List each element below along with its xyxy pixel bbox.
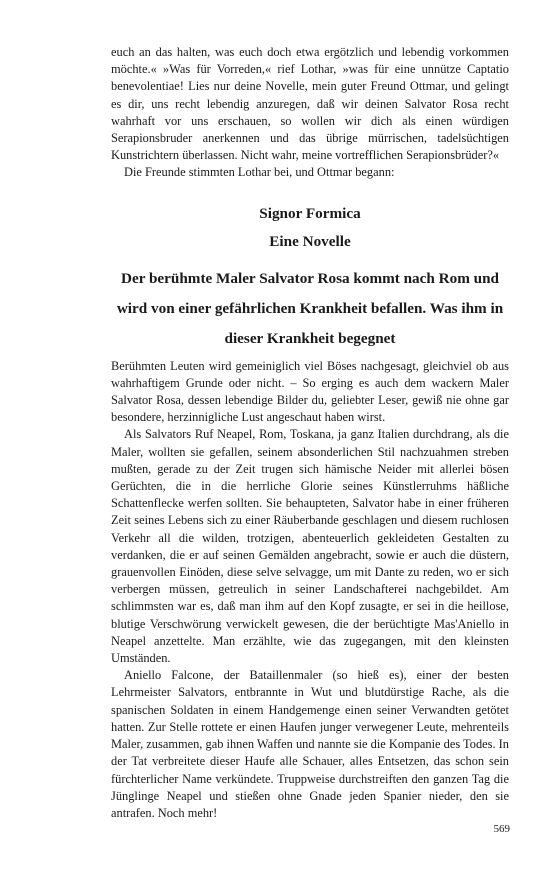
paragraph-body-3: Aniello Falcone, der Bataillenmaler (so hieß es), einer der besten Lehrmeister Salvators, entbrannte in Wut und blutdürstige Rache, als die spanischen Soldaten in einem Handgemenge einen seiner Verwandten getötet hatten. Zur Stelle rottete er einen Haufen junger verwegener Leute, mehrenteils Maler, zusammen, gab ihnen Waffen und nannte sie die Kompanie des Todes. In der Tat verbreitete dieser Haufe alle Schauer, alles Entsetzen, das schon sein fürchterlicher Name verkündete. Truppweise durchstreiften den ganzen Tag die Jünglinge Neapel und stießen ohne Gnade jeden Spanier nieder, den sie antrafen. Noch mehr! [111,668,509,820]
paragraph-continuation: euch an das halten, was euch doch etwa ergötzlich und lebendig vorkommen möchte.« »Was für Vorreden,« rief Lothar, »was für eine unnütze Captatio benevolentiae! Lies nur deine Novelle, mein guter Freund Ottmar, und gelingt es dir, uns recht lebendig anzuregen, daß wir deinen Salvator Rosa recht wahrhaft vor uns erschauen, so wollen wir dich als einen würdigen Serapionsbruder anerkennen und das übrige mürrischen, tadelsüchtigen Kunstrichtern überlassen. Nicht wahr, meine vortrefflichen Serapionsbrüder?« [111,45,509,163]
book-page [111,44,509,822]
chapter-heading: Der berühmte Maler Salvator Rosa kommt nach Rom und wird von einer gefährlichen Krankheit befallen. Was ihm in dieser Krankheit begegnet [116,269,504,347]
paragraph-body-1: Berühmten Leuten wird gemeiniglich viel Böses nachgesagt, gleichviel ob aus wahrhaftigem Grunde oder nicht. – So erging es auch dem wackern Maler Salvator Rosa, dessen lebendige Bilder du, geliebter Leser, gewiß nie ohne gar besondere, herzinnigliche Lust angeschaut haben wirst. [111,358,509,425]
story-title: Signor Formica [259,204,361,222]
story-subtitle: Eine Novelle [269,232,351,250]
paragraph-body-2: Als Salvators Ruf Neapel, Rom, Toskana, ja ganz Italien durchdrang, als die Maler, wollten sie gefallen, seinem absonderlichen Stil nachzuahmen streben mußten, gerade zu der Zeit trugen sich hämische Neider mit allerlei bösen Gerüchten, die in die herrliche Glorie seines Künstlerruhms häßliche Schattenflecke werfen sollten. Sie behaupteten, Salvator habe in einer früheren Zeit seines Lebens sich zu einer Räuberbande geschlagen und diesem ruchlosen Verkehr all die wilden, trotzigen, abenteuerlich gekleideten Gestalten zu verdanken, die er auf seinen Gemälden angebracht, sowie er auch die düstern, grauenvollen Einöden, diese selve selvagge, um mit Dante zu reden, wo er sich verbergen müssen, getreulich in seiner Landschafterei nachgebildet. Am schlimmsten war es, daß man ihm auf den Kopf zusagte, er sei in die heillose, blutige Verschwörung verwickelt gewesen, die der berüchtigte Mas'Aniello in Neapel anzettelte. Man erzählte, wie das zugegangen, mit den kleinsten Umständen. [111,427,509,666]
page-number: 569 [493,823,510,835]
paragraph-friends-agree: Die Freunde stimmten Lothar bei, und Ottmar begann: [124,165,395,180]
